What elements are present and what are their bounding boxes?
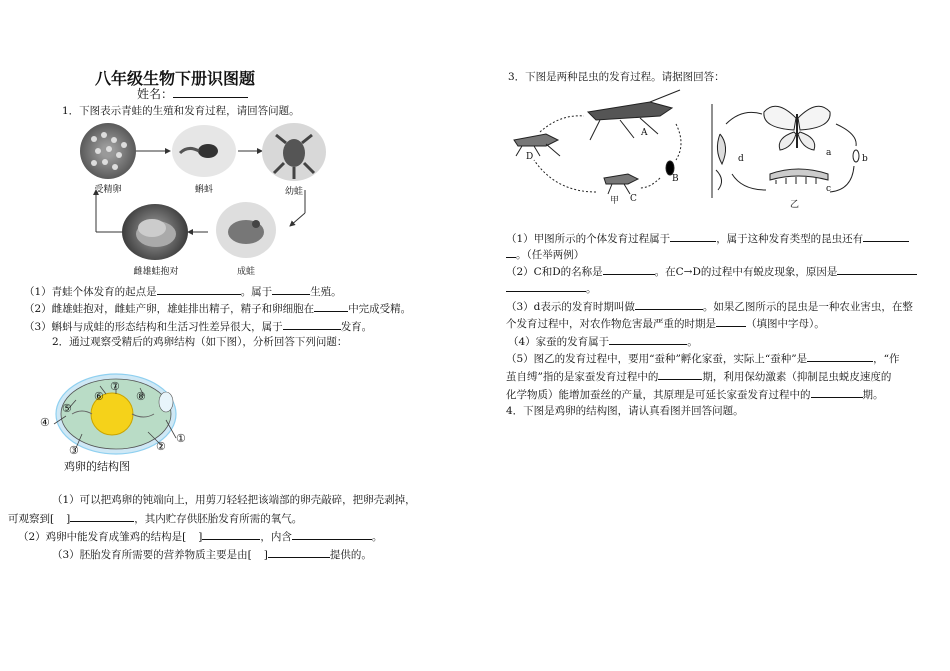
jia-name: 甲 xyxy=(610,196,620,206)
froglet-icon xyxy=(262,123,326,181)
answer-blank[interactable] xyxy=(314,300,348,312)
mating-frogs-image xyxy=(122,204,188,260)
egg-mass-icon xyxy=(80,123,136,179)
yi-name: 乙 xyxy=(790,200,800,210)
q2-line1a: （1）可以把鸡卵的钝端向上，用剪刀轻轻把该端部的卵壳敲碎，把卵壳剥掉， xyxy=(52,494,416,506)
q2-line3: （3）胚胎发育所需要的营养物质主要是由[ ] 提供的。 xyxy=(52,546,372,562)
yi-label-b: b xyxy=(862,154,868,164)
marker-3: ③ xyxy=(69,444,79,457)
answer-blank[interactable] xyxy=(670,230,716,242)
marker-5: ⑤ xyxy=(62,402,72,415)
label-embrace: 雌雄蛙抱对 xyxy=(133,267,179,277)
q3-line2-cont: 。 xyxy=(506,280,597,296)
q3-line2: （2）C和D的名称是 。在C→D的过程中有蜕皮现象，原因是 xyxy=(506,263,917,279)
egg-caption: 鸡卵的结构图 xyxy=(64,460,130,473)
jia-label-C: C xyxy=(630,194,637,204)
q3-line3: （3）d表示的发育时期叫做 。如果乙图所示的昆虫是一种农业害虫，在整 xyxy=(506,298,913,314)
label-tadpole: 蝌蚪 xyxy=(194,185,213,195)
answer-blank[interactable] xyxy=(658,368,702,380)
q3-line5-cont1: 茧自缚”指的是家蚕发育过程中的 期，利用保幼激素（抑制昆虫蜕皮速度的 xyxy=(506,368,891,384)
answer-blank[interactable] xyxy=(506,246,516,258)
marker-2: ② xyxy=(156,440,166,453)
answer-blank[interactable] xyxy=(837,263,917,275)
answer-blank[interactable] xyxy=(603,263,655,275)
answer-blank[interactable] xyxy=(811,386,863,398)
q1-line1: （1）青蛙个体发育的起点是 。属于 生殖。 xyxy=(24,283,342,299)
answer-blank[interactable] xyxy=(283,318,341,330)
name-field[interactable] xyxy=(137,86,248,101)
name-label: 姓名： xyxy=(137,87,174,101)
q1-line2: （2）雌雄蛙抱对，雌蛙产卵，雄蛙排出精子，精子和卵细胞在 中完成受精。 xyxy=(24,300,411,316)
frog-pair-icon xyxy=(122,204,188,260)
q2-line1: 可观察到[ ] ，其内贮存供胚胎发育所需的氧气。 xyxy=(8,510,302,526)
marker-1: ① xyxy=(176,432,186,445)
yi-label-d: d xyxy=(738,154,744,164)
jia-label-A: A xyxy=(641,128,648,138)
q3-heading: 3．下图是两种昆虫的发育过程。请据图回答： xyxy=(508,71,725,83)
q4-heading: 4．下图是鸡卵的结构图，请认真看图并回答问题。 xyxy=(506,405,744,417)
insect-figure-yi xyxy=(706,94,876,212)
jia-label-D: D xyxy=(526,152,534,162)
adult-frog-icon xyxy=(216,202,276,258)
answer-blank[interactable] xyxy=(609,333,687,345)
marker-7: ⑦ xyxy=(110,380,120,393)
insect-figure-jia xyxy=(500,84,700,206)
q3-line5: （5）图乙的发育过程中，要用“蚕种”孵化家蚕，实际上“蚕种”是 ，“作 xyxy=(506,350,900,366)
answer-blank[interactable] xyxy=(202,528,260,540)
answer-blank[interactable] xyxy=(70,510,134,522)
q3-line1-cont: 。（任举两例） xyxy=(506,246,584,262)
grasshopper-cycle-diagram xyxy=(500,84,700,206)
egg-structure-figure xyxy=(36,356,206,480)
q3-line5-cont2: 化学物质）能增加蚕丝的产量，其原理是可延长家蚕发育过程中的 期。 xyxy=(506,386,884,402)
yi-label-a: a xyxy=(826,148,832,158)
tadpole-image xyxy=(172,125,236,177)
answer-blank[interactable] xyxy=(506,280,586,292)
fertilized-egg-image xyxy=(80,123,136,179)
label-egg: 受精卵 xyxy=(94,185,122,195)
answer-blank[interactable] xyxy=(716,315,746,327)
yi-label-c: c xyxy=(826,184,832,194)
butterfly-cycle-diagram xyxy=(706,94,876,212)
q1-heading: 1．下图表示青蛙的生殖和发育过程，请回答问题。 xyxy=(62,105,300,117)
answer-blank[interactable] xyxy=(157,283,241,295)
q3-line3-cont: 个发育过程中，对农作物危害最严重的时期是 （填图中字母）。 xyxy=(506,315,825,331)
frog-cycle-figure xyxy=(70,118,340,278)
answer-blank[interactable] xyxy=(863,230,909,242)
q2-heading: 2．通过观察受精后的鸡卵结构（如下图），分析回答下列问题： xyxy=(52,336,348,348)
answer-blank[interactable] xyxy=(272,283,310,295)
q1-line3: （3）蝌蚪与成蛙的形态结构和生活习性差异很大，属于 发育。 xyxy=(24,318,372,334)
label-froglet: 幼蛙 xyxy=(284,187,303,197)
answer-blank[interactable] xyxy=(635,298,703,310)
label-adult: 成蛙 xyxy=(236,267,255,277)
q3-line1: （1）甲图所示的个体发育过程属于 ，属于这种发育类型的昆虫还有 xyxy=(506,230,909,246)
marker-6: ⑥ xyxy=(94,390,104,403)
tadpole-icon xyxy=(172,125,236,177)
answer-blank[interactable] xyxy=(807,350,873,362)
q2-line2: （2）鸡卵中能发育成雏鸡的结构是[ ] ，内含 。 xyxy=(18,528,382,544)
air-cell xyxy=(159,392,173,412)
q3-line4: （4）家蚕的发育属于 。 xyxy=(508,333,698,349)
froglet-image xyxy=(262,123,326,181)
adult-frog-image xyxy=(216,202,276,258)
answer-blank[interactable] xyxy=(292,528,372,540)
marker-4: ④ xyxy=(40,416,50,429)
page-title: 八年级生物下册识图题 xyxy=(95,69,256,88)
jia-label-B: B xyxy=(672,174,679,184)
marker-8: ⑧ xyxy=(136,390,146,403)
answer-blank[interactable] xyxy=(268,546,330,558)
